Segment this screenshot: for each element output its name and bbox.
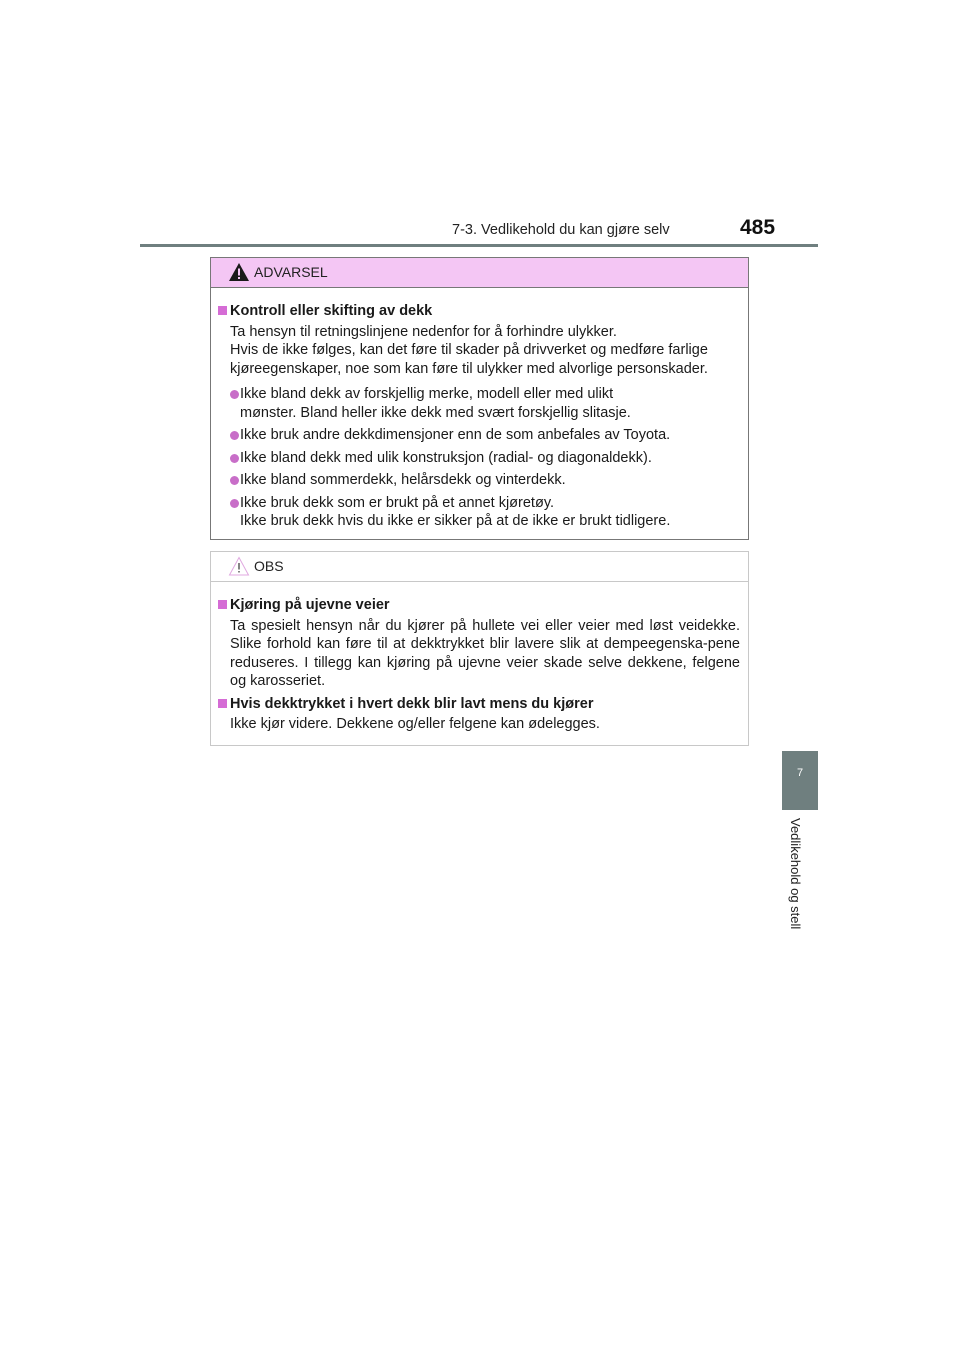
warning-box (210, 257, 749, 540)
notice-item-title: Hvis dekktrykket i hvert dekk blir lavt mens du kjører (218, 695, 740, 714)
list-item: Ikke bruk andre dekkdimensjoner enn de som anbefales av Toyota. (218, 426, 740, 445)
round-bullet-icon (230, 390, 239, 399)
warning-triangle-filled-icon (228, 262, 250, 282)
notice-header (211, 552, 748, 582)
chapter-tab (782, 751, 818, 810)
list-item: Ikke bruk dekk som er brukt på et annet kjøretøy. Ikke bruk dekk hvis du ikke er sikker på at de ikke er brukt tidligere. (218, 494, 740, 531)
square-bullet-icon (218, 600, 227, 609)
notice-label: OBS (254, 558, 284, 574)
round-bullet-icon (230, 454, 239, 463)
square-bullet-icon (218, 306, 227, 315)
list-item: Ikke bland dekk med ulik konstruksjon (radial- og diagonaldekk). (218, 449, 740, 468)
square-bullet-icon (218, 699, 227, 708)
section-title: 7-3. Vedlikehold du kan gjøre selv (452, 222, 670, 238)
header-divider (140, 244, 818, 247)
warning-item-title: Kontroll eller skifting av dekk (218, 302, 740, 321)
warning-intro: Ta hensyn til retningslinjene nedenfor for å forhindre ulykker. Hvis de ikke følges, kan det føre til skader på drivverket og medføre farlige kjøreegenskaper, noe som kan føre til ulykker med alvorlige personskader. (230, 323, 708, 377)
round-bullet-icon (230, 476, 239, 485)
notice-item-text: Ta spesielt hensyn når du kjører på hullete vei eller veier med løst veidekke. Slike forhold kan føre til at dekktrykket blir lavere slik at dempeegenska-pene reduseres. I tillegg kan kjøring på ujevne veier skade selve dekkene, felgene og karosseriet. (230, 617, 740, 689)
warning-body (211, 288, 748, 531)
notice-item-title: Kjøring på ujevne veier (218, 596, 740, 615)
warning-triangle-outline-icon (228, 556, 250, 576)
round-bullet-icon (230, 431, 239, 440)
warning-label: ADVARSEL (254, 264, 328, 280)
page-number: 485 (740, 216, 776, 239)
chapter-label: Vedlikehold og stell (788, 818, 803, 930)
notice-body (211, 582, 748, 734)
chapter-number: 7 (796, 767, 804, 779)
list-item: Ikke bland sommerdekk, helårsdekk og vinterdekk. (218, 471, 740, 490)
list-item: Ikke bland dekk av forskjellig merke, modell eller med ulikt mønster. Bland heller ikke dekk med svært forskjellig slitasje. (218, 385, 740, 422)
round-bullet-icon (230, 499, 239, 508)
notice-item-text: Ikke kjør videre. Dekkene og/eller felgene kan ødelegges. (230, 716, 600, 732)
warning-header (211, 258, 748, 288)
notice-box (210, 551, 749, 746)
